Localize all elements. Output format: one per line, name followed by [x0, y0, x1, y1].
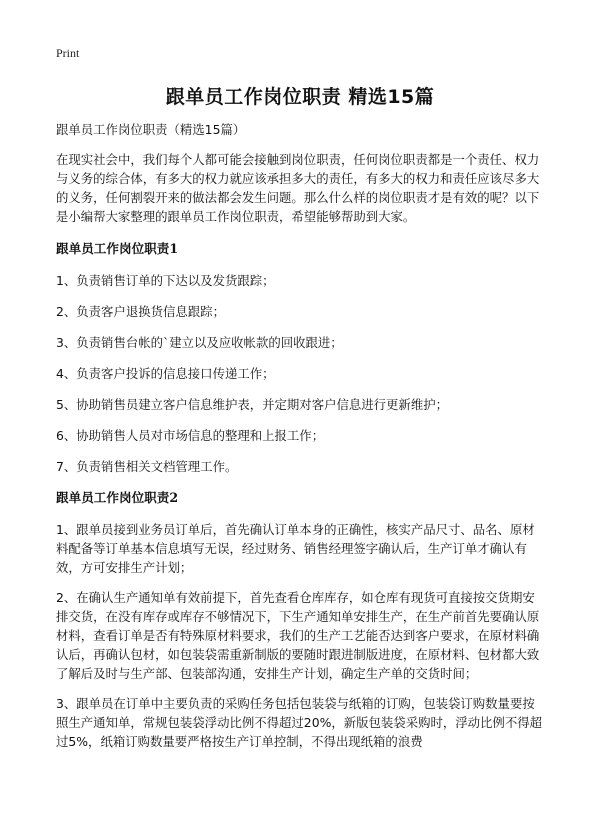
section-heading: 跟单员工作岗位职责2 [56, 490, 179, 505]
list-item: 4、负责客户投诉的信息接口传递工作； [56, 366, 275, 381]
list-item: 5、协助销售员建立客户信息维护表，并定期对客户信息进行更新维护； [56, 397, 448, 412]
list-item: 2、在确认生产通知单有效前提下，首先查看仓库库存，如仓库有现货可直接按交货期安排交货，在没有库存或库存不够情况下，下生产通知单安排生产，在生产前首先要确认原材料，查看订单是否有特殊原材料要求，我们的生产工艺能否达到客户要求，在原材料确认后，再确认包材，如包装袋需重新制版的要随时跟进制版进度，在原材料、包材都大致了解后及时与生产部、包装部沟通，安排生产计划，确定生产单的交货时间； [56, 590, 540, 681]
list-item: 2、负责客户退换货信息跟踪； [56, 304, 225, 319]
list-item: 6、协助销售人员对市场信息的整理和上报工作； [56, 428, 325, 443]
list-item: 3、负责销售台帐的`建立以及应收帐款的回收跟进； [56, 335, 343, 350]
section-heading: 跟单员工作岗位职责1 [56, 241, 179, 256]
document-subtitle: 跟单员工作岗位职责（精选15篇） [56, 122, 246, 137]
page-title: 跟单员工作岗位职责 精选15篇 [165, 86, 435, 108]
list-item: 7、负责销售相关文档管理工作。 [56, 459, 238, 474]
intro-paragraph: 在现实社会中，我们每个人都可能会接触到岗位职责，任何岗位职责都是一个责任、权力与义务的综合体，有多大的权力就应该承担多大的责任，有多大的权力和责任应该尽多大的义务，任何割裂开来的做法都会发生问题。那么什么样的岗位职责才是有效的呢？以下是小编帮大家整理的跟单员工作岗位职责，希望能够帮助到大家。 [56, 152, 540, 224]
list-item: 1、负责销售订单的下达以及发货跟踪； [56, 273, 275, 288]
list-item: 3、跟单员在订单中主要负责的采购任务包括包装袋与纸箱的订购，包装袋订购数量要按照生产通知单，常规包装袋浮动比例不得超过20%，新版包装袋采购时，浮动比例不得超过5%，纸箱订购数量要严格按生产订单控制，不得出现纸箱的浪费 [56, 696, 542, 749]
print-label: Print [56, 46, 80, 60]
document-body [56, 120, 544, 762]
list-item: 1、跟单员接到业务员订单后，首先确认订单本身的正确性，核实产品尺寸、品名、原材料配备等订单基本信息填写无误，经过财务、销售经理签字确认后，生产订单才确认有效，方可安排生产计划； [56, 522, 535, 575]
